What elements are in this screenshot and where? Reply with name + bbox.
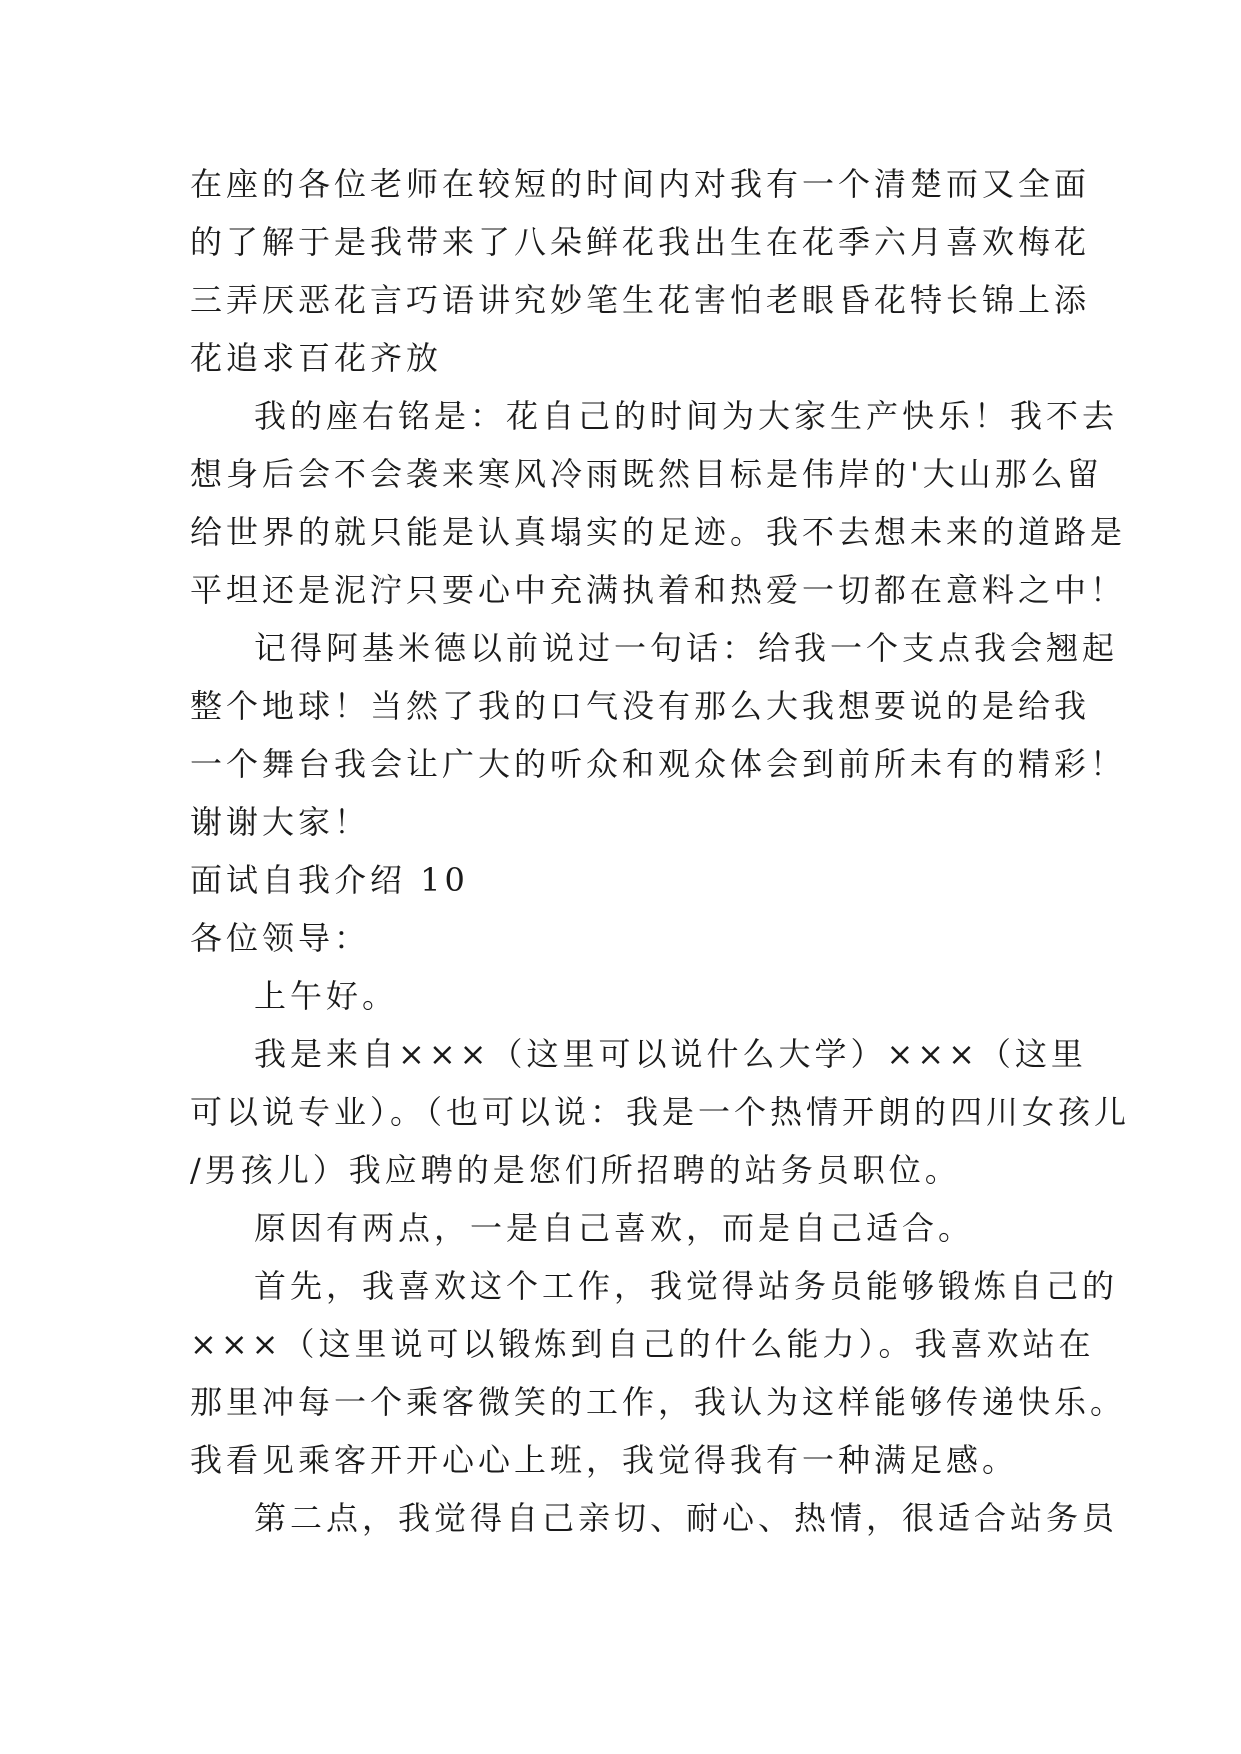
text-line: /男孩儿）我应聘的是您们所招聘的站务员职位。 [190, 1151, 961, 1189]
text-line: 那里冲每一个乘客微笑的工作，我认为这样能够传递快乐。 [190, 1383, 1127, 1421]
text-line: 花追求百花齐放 [190, 339, 443, 377]
text-line: 原因有两点，一是自己喜欢，而是自己适合。 [254, 1209, 975, 1247]
text-line: 记得阿基米德以前说过一句话：给我一个支点我会翘起 [254, 629, 1119, 667]
text-line: 想身后会不会袭来寒风冷雨既然目标是伟岸的'大山那么留 [190, 455, 1103, 493]
document-body [190, 155, 1131, 1547]
text-line: 我是来自×××（这里可以说什么大学）×××（这里 [254, 1035, 1087, 1073]
text-line: 的了解于是我带来了八朵鲜花我出生在花季六月喜欢梅花 [190, 223, 1091, 261]
text-line: ×××（这里说可以锻炼到自己的什么能力）。我喜欢站在 [190, 1325, 1095, 1363]
text-line: 整个地球！当然了我的口气没有那么大我想要说的是给我 [190, 687, 1091, 725]
text-line: 首先，我喜欢这个工作，我觉得站务员能够锻炼自己的 [254, 1267, 1119, 1305]
text-line: 平坦还是泥泞只要心中充满执着和热爱一切都在意料之中！ [190, 571, 1127, 609]
text-line: 谢谢大家！ [190, 803, 371, 841]
text-line: 三弄厌恶花言巧语讲究妙笔生花害怕老眼昏花特长锦上添 [190, 281, 1091, 319]
text-line: 我的座右铭是：花自己的时间为大家生产快乐！我不去 [254, 397, 1119, 435]
text-line: 在座的各位老师在较短的时间内对我有一个清楚而又全面 [190, 165, 1091, 203]
text-line: 给世界的就只能是认真塌实的足迹。我不去想未来的道路是 [190, 513, 1127, 551]
section-heading: 面试自我介绍 10 [190, 861, 469, 899]
text-line: 我看见乘客开开心心上班，我觉得我有一种满足感。 [190, 1441, 1019, 1479]
text-line: 可以说专业）。（也可以说：我是一个热情开朗的四川女孩儿 [190, 1093, 1131, 1131]
text-line: 上午好。 [254, 977, 399, 1015]
salutation: 各位领导： [190, 919, 371, 957]
text-line: 第二点，我觉得自己亲切、耐心、热情，很适合站务员 [254, 1499, 1119, 1537]
text-line: 一个舞台我会让广大的听众和观众体会到前所未有的精彩！ [190, 745, 1127, 783]
